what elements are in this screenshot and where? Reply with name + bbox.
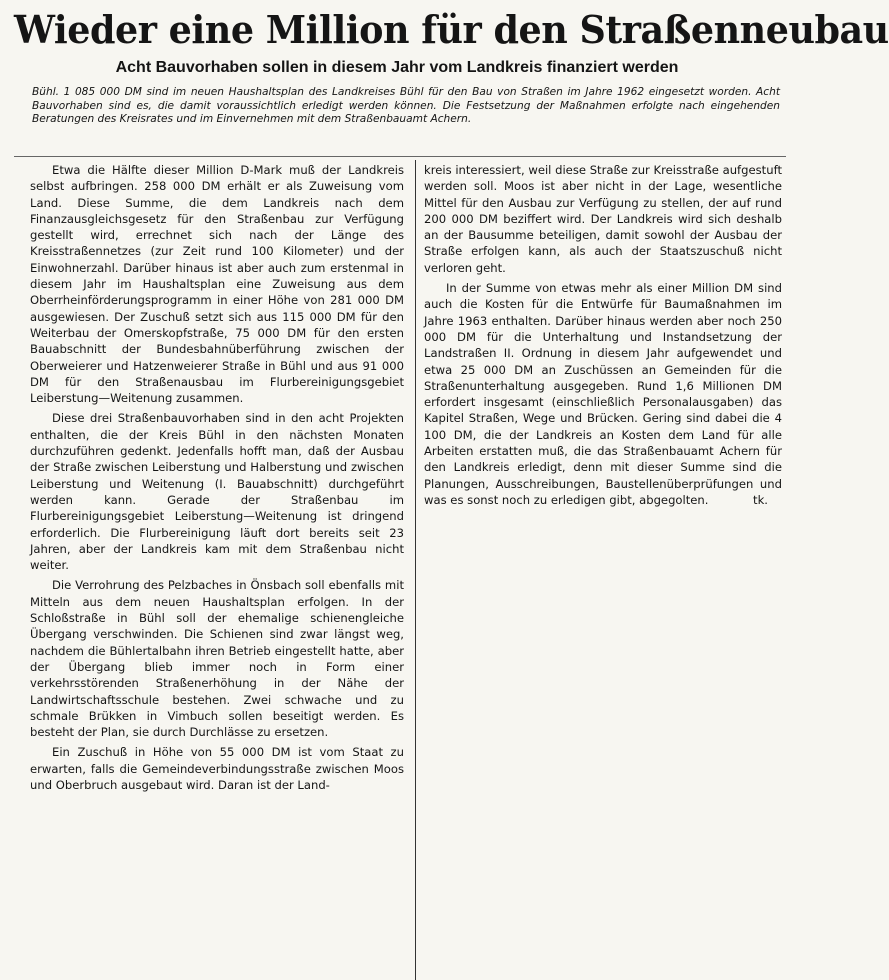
paragraph: In der Summe von etwas mehr als einer Million DM sind auch die Kosten für die Entwürfe für Baumaßnahmen im Jahre 1963 enthalten. Darüber hinaus werden aber noch 250 000 DM für die Unterhaltung und Instandsetzung der Landstraßen II. Ordnung in diesem Jahr aufgewendet und etwa 25 000 DM an Zuschüssen an Gemeinden für die Straßenunterhaltung ausgegeben. Rund 1,6 Millionen DM erfordert insgesamt (einschließlich Personalausgaben) das Kapitel Straßen, Wege und Brücken. Gering sind dabei die 4 100 DM, die der Landkreis an Kosten dem Land für alle Arbeiten erstatten muß, die das Straßenbauamt Achern für den Landkreis erledigt, denn mit dieser Summe sind die Planungen, Ausschreibungen, Baustellenüberprüfungen und was es sonst noch zu erledigen gibt, abgegolten. xyxy=(424,281,782,507)
paragraph: Ein Zuschuß in Höhe von 55 000 DM ist vom Staat zu erwarten, falls die Gemeindeverbindungsstraße zwischen Moos und Oberbruch ausgebaut wird. Daran ist der Land- xyxy=(30,745,404,792)
headline: Wieder eine Million für den Straßenneubau xyxy=(14,7,889,52)
subheadline: Acht Bauvorhaben sollen in diesem Jahr vom Landkreis finanziert werden xyxy=(115,59,679,76)
author-signature: tk. xyxy=(753,493,768,508)
article-column-2 xyxy=(424,162,782,582)
paragraph: Die Verrohrung des Pelzbaches in Önsbach soll ebenfalls mit Mitteln aus dem neuen Haushaltsplan erfolgen. In der Schloßstraße in Bühl soll der ehemalige schienengleiche Übergang verschwinden. Die Schienen sind zwar längst weg, nachdem die Bühlertalbahn ihren Betrieb eingestellt hatte, aber der Übergang blieb immer noch in Form einer verkehrsstörenden Straßenerhöhung in der Nähe der Landwirtschaftsschule bestehen. Zwei schwache und zu schmale Brükken in Vimbuch sollen beseitigt werden. Es besteht der Plan, sie durch Durchlässe zu ersetzen. xyxy=(30,578,404,740)
column-divider xyxy=(415,160,416,980)
paragraph-continuation: kreis interessiert, weil diese Straße zur Kreisstraße aufgestuft werden soll. Moos ist aber nicht in der Lage, wesentliche Mittel für den Ausbau zur Verfügung zu stellen, der auf rund 200 000 DM beziffert wird. Der Landkreis wird sich deshalb an der Bausumme beteiligen, damit sowohl der Ausbau der Straße erfolgen kann, als auch der Staatszuschuß nicht verloren geht. xyxy=(424,163,782,275)
lead-divider xyxy=(14,156,786,157)
article-column-1 xyxy=(30,162,404,980)
lead-paragraph: Bühl. 1 085 000 DM sind im neuen Haushaltsplan des Landkreises Bühl für den Bau von Straßen im Jahre 1962 eingesetzt worden. Acht Bauvorhaben sind es, die damit voraussichtlich erledigt werden können. Die Festsetzung der Maßnahmen erfolgte nach eingehenden Beratungen des Kreisrates und im Einvernehmen mit dem Straßenbauamt Achern. xyxy=(32,86,780,126)
paragraph: Diese drei Straßenbauvorhaben sind in den acht Projekten enthalten, die der Kreis Bühl in den nächsten Monaten durchzuführen gedenkt. Jedenfalls hofft man, daß der Ausbau der Straße zwischen Leiberstung und Halberstung und zwischen Leiberstung und Weitenung (I. Bauabschnitt) durchgeführt werden kann. Gerade der Straßenbau im Flurbereinigungsgebiet Leiberstung—Weitenung ist dringend erforderlich. Die Flurbereinigung läuft dort bereits seit 23 Jahren, aber der Landkreis kam mit dem Straßenbau nicht weiter. xyxy=(30,411,404,573)
paragraph: Etwa die Hälfte dieser Million D-Mark muß der Landkreis selbst aufbringen. 258 000 DM erhält er als Zuweisung vom Land. Diese Summe, die dem Landkreis nach dem Finanzausgleichsgesetz für den Straßenbau zur Verfügung gestellt wird, errechnet sich nach der Länge des Kreisstraßennetzes (zur Zeit rund 100 Kilometer) und der Einwohnerzahl. Darüber hinaus ist aber auch zum erstenmal in diesem Jahr im Haushaltsplan eine Zuweisung aus dem Oberrheinförderungsprogramm in einer Höhe von 281 000 DM ausgewiesen. Der Zuschuß setzt sich aus 115 000 DM für den Weiterbau der Omerskopfstraße, 75 000 DM für den ersten Bauabschnitt der Bundesbahnüberführung zwischen der Oberweierer und Hatzenweierer Straße in Bühl und aus 91 000 DM für den Straßenausbau im Flurbereinigungsgebiet Leiberstung—Weitenung zusammen. xyxy=(30,163,404,406)
